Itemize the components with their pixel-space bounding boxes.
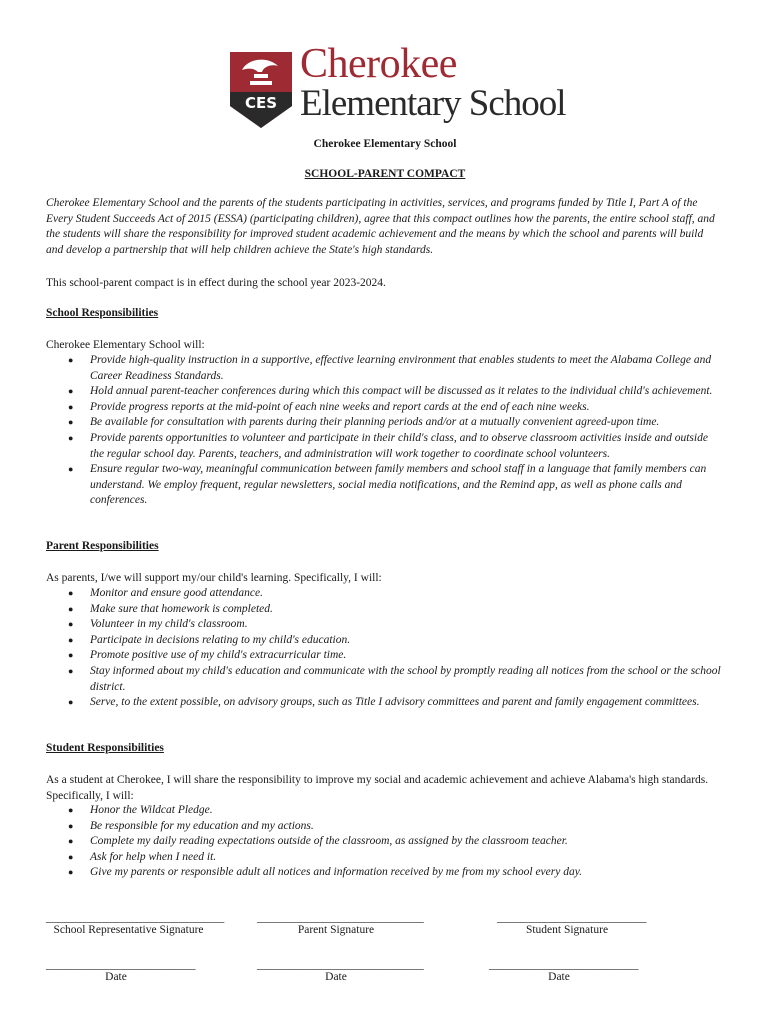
signature-label: Student Signature [525,924,609,936]
parent-responsibilities-list [46,586,722,711]
list-item: ● Participate in decisions relating to my child's education. [46,633,722,649]
signature-line: _____________________________ [257,912,424,924]
date-line: __________________________ [489,959,639,971]
parent-signature [257,912,424,936]
list-item: ● Provide progress reports at the mid-point of each nine weeks and report cards at the end of each nine weeks. [46,400,722,416]
list-item: ● Be responsible for my education and my actions. [46,819,722,835]
school-responsibilities-heading: School Responsibilities [46,307,159,319]
school-crest-icon [228,48,294,130]
signature-line: __________________________ [497,912,647,924]
signature-label: Parent Signature [297,924,375,936]
list-item: ● Be available for consultation with parents during their planning periods and/or at a mutually convenient agreed-upon time. [46,415,722,431]
student-signature [497,912,647,936]
compact-title: SCHOOL-PARENT COMPACT [304,168,466,180]
date-label: Date [548,971,570,983]
school-lead-text: Cherokee Elementary School will: [46,339,205,351]
parent-responsibilities-heading: Parent Responsibilities [46,540,159,552]
list-item: ● Serve, to the extent possible, on advisory groups, such as Title I advisory committees and parent and family engagement committees. [46,695,722,711]
list-item: ● Provide high-quality instruction in a supportive, effective learning environment that enables students to meet the Alabama College and Career Readiness Standards. [46,353,722,384]
logo-name-line2: Elementary School [300,83,566,124]
list-item: ● Volunteer in my child's classroom. [46,617,722,633]
intro-paragraph: Cherokee Elementary School and the parents of the students participating in activities, services, and programs funded by Title I, Part A of the Every Student Succeeds Act of 2015 (ESSA) (participating children), agree that this compact outlines how the parents, the entire school staff, and the students will share the responsibility for improved student academic achievement and the means by which the school and parents will build and develop a partnership that will help children achieve the State's high standards. [46,197,715,256]
list-item: ● Monitor and ensure good attendance. [46,586,722,602]
list-item: ● Make sure that homework is completed. [46,602,722,618]
list-item: ● Provide parents opportunities to volunteer and participate in their child's class, and to observe classroom activities inside and outside the regular school day. Parents, teachers, and administration will work together to coordinate school volunteers. [46,431,722,462]
date-label: Date [105,971,127,983]
svg-text:CES: CES [244,94,278,112]
date-line: __________________________ [46,959,196,971]
effective-year-text: This school-parent compact is in effect during the school year 2023-2024. [46,277,386,289]
school-logo [228,41,566,134]
list-item: ● Stay informed about my child's education and communicate with the school by promptly reading all notices from the school or the school district. [46,664,722,695]
list-item: ● Complete my daily reading expectations outside of the classroom, as assigned by the classroom teacher. [46,834,722,850]
student-responsibilities-list [46,803,722,881]
school-date [46,959,196,983]
list-item: ● Give my parents or responsible adult all notices and information received by me from my school every day. [46,865,722,881]
date-line: _____________________________ [257,959,424,971]
student-date [489,959,639,983]
signature-label: School Representative Signature [53,924,204,936]
list-item: ● Promote positive use of my child's extracurricular time. [46,648,722,664]
student-lead-text: As a student at Cherokee, I will share the responsibility to improve my social and academic achievement and achieve Alabama's high standards. Specifically, I will: [46,774,709,802]
list-item: ● Ensure regular two-way, meaningful communication between family members and school staff in a language that family members can understand. We employ frequent, regular newsletters, social media notifications, and the Remind app, as well as phone calls and conferences. [46,462,722,509]
date-label: Date [325,971,347,983]
parent-lead-text: As parents, I/we will support my/our child's learning. Specifically, I will: [46,572,382,584]
logo-name-line1: Cherokee [300,41,457,87]
signature-line: _______________________________ [46,912,225,924]
student-responsibilities-heading: Student Responsibilities [46,742,164,754]
school-name-heading: Cherokee Elementary School [313,138,457,150]
list-item: ● Ask for help when I need it. [46,850,722,866]
list-item: ● Hold annual parent-teacher conferences during which this compact will be discussed as it relates to the individual child's achievement. [46,384,722,400]
list-item: ● Honor the Wildcat Pledge. [46,803,722,819]
parent-date [257,959,424,983]
school-representative-signature [46,912,225,936]
school-responsibilities-list [46,353,722,509]
